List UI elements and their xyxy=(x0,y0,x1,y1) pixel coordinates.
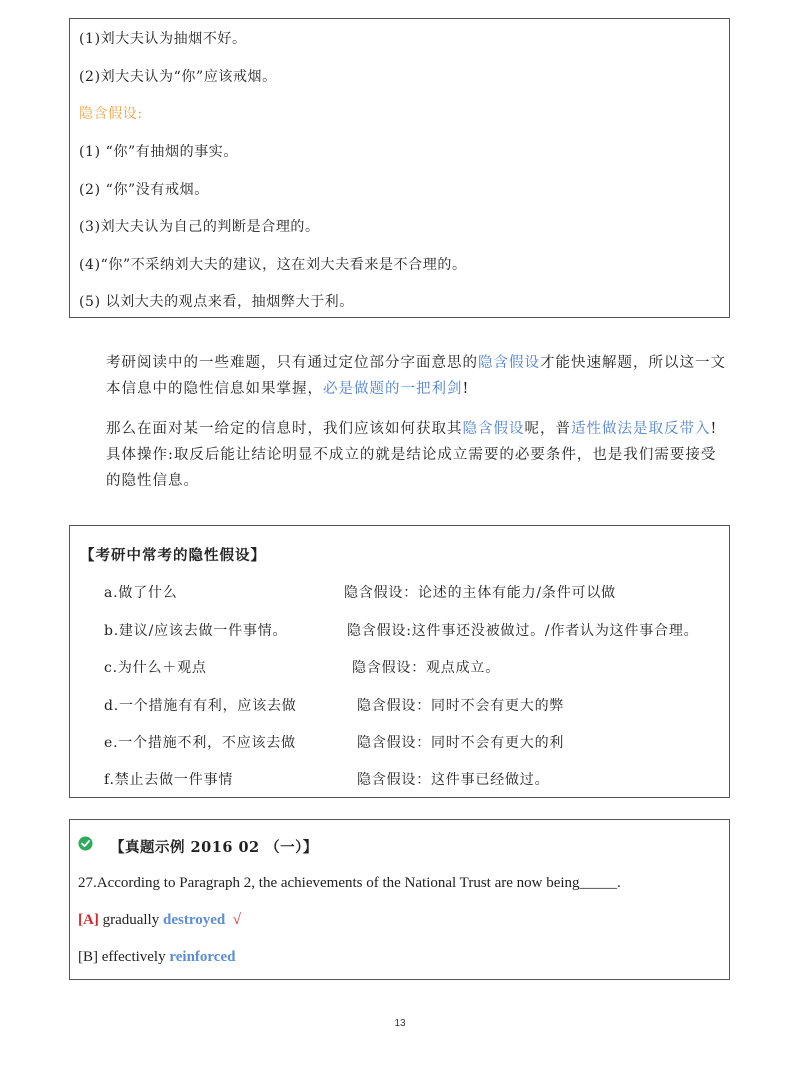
assumption-row-case: c.为什么＋观点 xyxy=(104,660,207,676)
assumption-row-case: f.禁止去做一件事情 xyxy=(104,772,234,788)
method-highlight-1: 隐含假设 xyxy=(462,421,525,437)
method-text-3: !具体操作:取反后能让结论明显不成立的就是结论成立需要的必要条件，也是我们需要接受的隐性信息。 xyxy=(106,421,718,489)
example-title: 【真题示例 2016 02 （一）】 xyxy=(110,839,318,856)
assumption-row-hidden: 隐含假设：论述的主体有能力/条件可以做 xyxy=(344,585,616,601)
option-a-keyword: destroyed xyxy=(162,912,226,928)
assumption-row-hidden: 隐含假设：同时不会有更大的利 xyxy=(357,735,565,751)
assumption-row xyxy=(70,695,729,719)
option-a-label: [A] xyxy=(78,912,99,928)
intro-highlight-2: 必是做题的一把利剑 xyxy=(323,381,463,397)
assumption-row xyxy=(70,582,729,606)
intro-text-1: 考研阅读中的一些难题，只有通过定位部分字面意思的 xyxy=(106,355,478,371)
method-paragraph xyxy=(106,416,726,494)
common-assumptions-box xyxy=(69,525,730,798)
assumption-line-5: (5) 以刘大夫的观点来看，抽烟弊大于利。 xyxy=(79,294,354,310)
correct-mark-icon: √ xyxy=(232,912,241,928)
method-text-2: 呢，普 xyxy=(524,421,571,437)
assumption-row xyxy=(70,732,729,756)
assumption-row-case: b.建议/应该去做一件事情。 xyxy=(104,623,288,639)
exam-example-box xyxy=(69,819,730,980)
page-number: 13 xyxy=(394,1018,406,1029)
option-a xyxy=(78,912,241,929)
assumption-row-hidden: 隐含假设：观点成立。 xyxy=(352,660,500,676)
check-circle-icon xyxy=(78,836,93,851)
assumption-row-case: d.一个措施有有利，应该去做 xyxy=(104,698,297,714)
option-b-keyword: reinforced xyxy=(169,949,236,965)
method-highlight-2: 适性做法是取反带入 xyxy=(571,421,711,437)
premise-line-1: (1)刘大夫认为抽烟不好。 xyxy=(79,31,247,47)
assumption-box xyxy=(69,18,730,318)
assumption-row xyxy=(70,620,729,644)
intro-highlight-1: 隐含假设 xyxy=(478,355,540,371)
assumption-line-3: (3)刘大夫认为自己的判断是合理的。 xyxy=(79,219,320,235)
hidden-assumption-heading: 隐含假设: xyxy=(79,106,143,122)
premise-line-2: (2)刘大夫认为“你”应该戒烟。 xyxy=(79,69,277,85)
method-text-1: 那么在面对某一给定的信息时，我们应该如何获取其 xyxy=(106,421,463,437)
assumption-line-2: (2) “你”没有戒烟。 xyxy=(79,182,209,198)
assumption-line-1: (1) “你”有抽烟的事实。 xyxy=(79,144,238,160)
option-a-text: gradually xyxy=(98,912,163,928)
intro-text-3: ! xyxy=(462,381,470,397)
assumption-row-case: e.一个措施不利，不应该去做 xyxy=(104,735,296,751)
assumption-row-hidden: 隐含假设：这件事已经做过。 xyxy=(357,772,550,788)
option-b-text: effectively xyxy=(98,949,170,965)
option-b xyxy=(78,949,235,966)
assumption-row xyxy=(70,769,729,793)
assumption-row-hidden: 隐含假设:这件事还没被做过。/作者认为这件事合理。 xyxy=(347,623,699,639)
question-text: 27.According to Paragraph 2, the achievements of the National Trust are now being_____. xyxy=(78,875,621,891)
intro-paragraph xyxy=(106,350,726,402)
assumption-line-4: (4)“你”不采纳刘大夫的建议，这在刘大夫看来是不合理的。 xyxy=(79,257,467,273)
assumption-row-hidden: 隐含假设：同时不会有更大的弊 xyxy=(357,698,565,714)
common-assumptions-title: 【考研中常考的隐性假设】 xyxy=(80,547,266,564)
assumption-row-case: a.做了什么 xyxy=(104,585,178,601)
intro-text-2: 才能快速解题，所以这一文本信息中的隐性信息如果掌握， xyxy=(106,355,726,397)
assumption-row xyxy=(70,657,729,681)
option-b-label: [B] xyxy=(78,949,98,965)
